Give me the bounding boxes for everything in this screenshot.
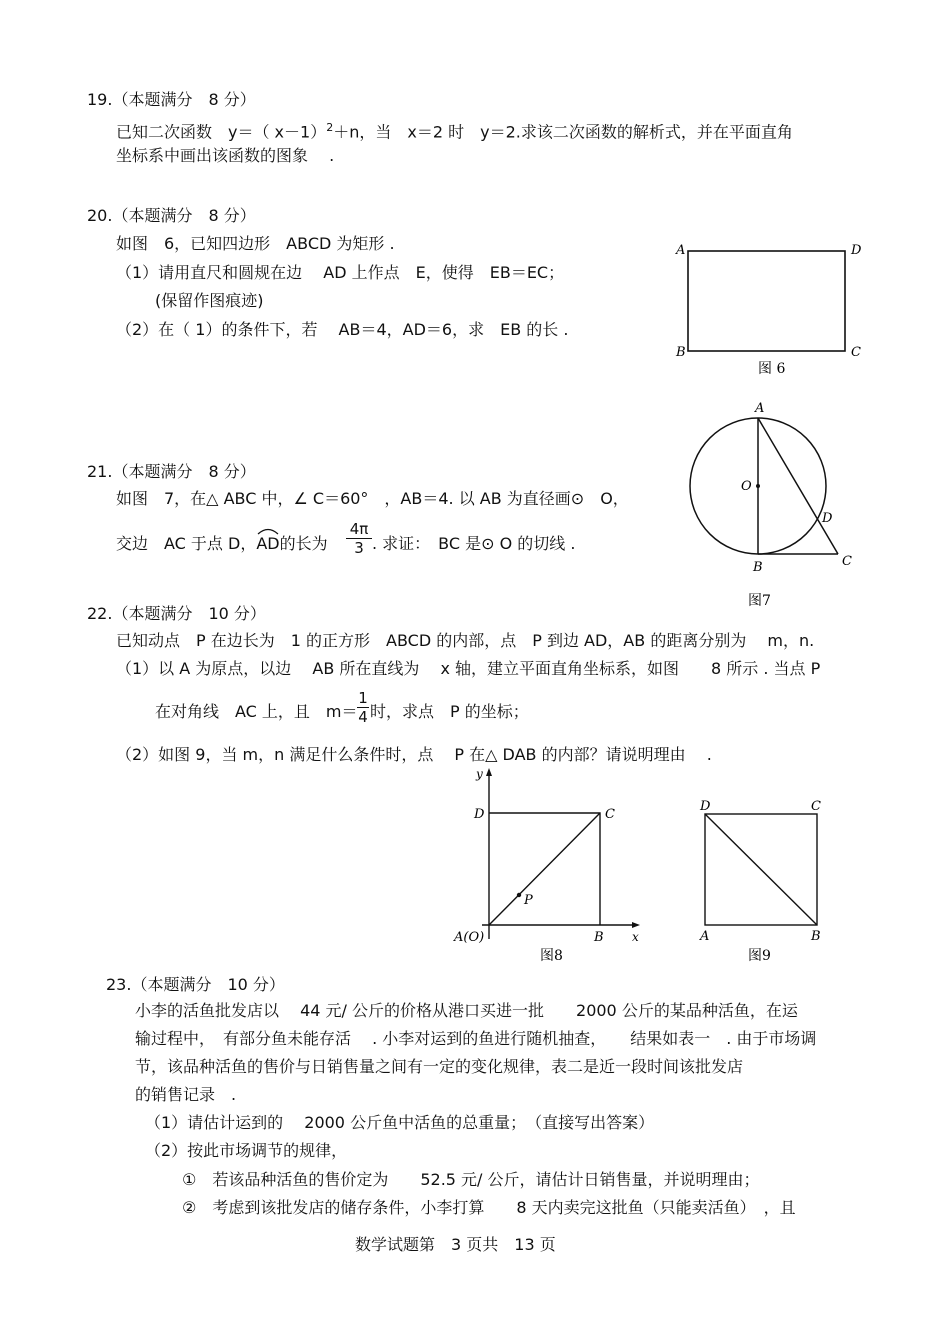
fraction-denominator: 3 xyxy=(354,539,364,557)
q19-line-1 xyxy=(116,118,793,142)
arc-ad xyxy=(256,534,279,554)
q22-line-4: （2）如图 9，当 m，n 满足什么条件时，点 P 在△ DAB 的内部？请说明理由 . xyxy=(116,745,712,764)
fig9-label-d: D xyxy=(700,799,711,814)
arc-ad-label: AD xyxy=(256,534,280,553)
fig8-label-d: D xyxy=(474,807,485,822)
fig6-label-c: C xyxy=(851,345,861,360)
page-footer: 数学试题第 3 页共 13 页 xyxy=(355,1235,556,1254)
q23-heading: 23.（本题满分 10 分） xyxy=(106,975,285,994)
q23-line-4: 的销售记录 . xyxy=(135,1085,237,1104)
fig9-label-b: B xyxy=(811,929,821,944)
q19-exponent: 2 xyxy=(326,121,334,134)
q20-heading: 20.（本题满分 8 分） xyxy=(87,206,256,225)
q20-line-3: (保留作图痕迹) xyxy=(155,291,264,310)
fraction-numerator: 4π xyxy=(349,520,369,538)
q19-line-1b: ＋n，当 x＝2 时 y＝2.求该二次函数的解析式，并在平面直角 xyxy=(333,122,793,142)
y-axis-arrow xyxy=(486,768,492,776)
center-point-o xyxy=(756,484,760,488)
q21-line-2c: . 求证： BC 是⊙ O 的切线 . xyxy=(372,534,576,553)
fig7-label-a: A xyxy=(755,401,765,416)
fraction-1-over-4 xyxy=(357,690,369,725)
q19-line-2: 坐标系中画出该函数的图象 . xyxy=(116,146,335,165)
fig8-label-b: B xyxy=(594,930,604,945)
fig8-label-ao: A(O) xyxy=(454,930,485,945)
x-axis-arrow xyxy=(632,922,640,928)
point-p xyxy=(517,893,521,897)
q20-line-2: （1）请用直尺和圆规在边 AD 上作点 E，使得 EB＝EC； xyxy=(116,263,565,282)
fig8-caption: 图8 xyxy=(540,948,563,964)
fig9-label-c: C xyxy=(811,799,821,814)
fig7-label-c: C xyxy=(842,554,852,569)
q23-line-7: ① 若该品种活鱼的售价定为 52.5 元/ 公斤，请估计日销售量，并说明理由； xyxy=(182,1170,760,1189)
rectangle-abcd xyxy=(688,251,845,351)
fig8-label-x: x xyxy=(632,930,639,944)
q22-heading: 22.（本题满分 10 分） xyxy=(87,604,266,623)
fraction-denominator: 4 xyxy=(358,708,368,726)
q19-line-1a: 已知二次函数 y＝（ x－1） xyxy=(116,122,327,142)
fig9-label-a: A xyxy=(700,929,710,944)
q21-line-2 xyxy=(116,534,328,554)
q22-line-2: （1）以 A 为原点，以边 AB 所在直线为 x 轴，建立平面直角坐标系，如图 8 所示 . 当点 P xyxy=(116,659,821,678)
fraction-4pi-over-3 xyxy=(346,521,372,556)
figure-8-coordinate-square xyxy=(452,764,652,968)
q22-line-3a: 在对角线 AC 上，且 m＝ xyxy=(155,702,358,721)
q20-line-4: （2）在（ 1）的条件下，若 AB＝4，AD＝6，求 EB 的长 . xyxy=(116,320,569,339)
fig8-label-y: y xyxy=(476,767,483,781)
q23-line-6: （2）按此市场调节的规律， xyxy=(145,1141,348,1160)
figure-7-circle xyxy=(680,396,880,616)
q23-line-1: 小李的活鱼批发店以 44 元/ 公斤的价格从港口买进一批 2000 公斤的某品种活鱼，在运 xyxy=(135,1001,798,1020)
figure-9-square xyxy=(690,790,838,968)
q22-line-3b: 时，求点 P 的坐标； xyxy=(370,702,529,721)
q21-heading: 21.（本题满分 8 分） xyxy=(87,462,256,481)
q20-line-1: 如图 6，已知四边形 ABCD 为矩形 . xyxy=(116,234,395,253)
q21-line-1: 如图 7，在△ ABC 中，∠ C＝60° ，AB＝4. 以 AB 为直径画⊙ O， xyxy=(116,489,629,508)
fig8-label-p: P xyxy=(524,893,533,908)
fig9-caption: 图9 xyxy=(748,948,771,964)
q23-line-8: ② 考虑到该批发店的储存条件，小李打算 8 天内卖完这批鱼（只能卖活鱼） ，且 xyxy=(182,1198,796,1217)
fig6-label-b: B xyxy=(676,345,686,360)
q21-line-2b: 的长为 xyxy=(279,534,328,553)
fig6-label-d: D xyxy=(851,243,862,258)
fraction-numerator: 1 xyxy=(358,689,368,707)
diagonal-db xyxy=(705,814,817,925)
fig6-caption: 图 6 xyxy=(758,361,786,377)
fig7-label-d: D xyxy=(822,511,833,526)
q21-line-2a: 交边 AC 于点 D， xyxy=(116,534,257,553)
fig8-label-c: C xyxy=(605,807,615,822)
q23-line-5: （1）请估计运到的 2000 公斤鱼中活鱼的总重量； （直接写出答案） xyxy=(145,1113,655,1132)
fig7-label-b: B xyxy=(753,560,763,575)
fig7-caption: 图7 xyxy=(748,593,771,609)
arc-symbol xyxy=(256,526,280,535)
fig6-label-a: A xyxy=(676,243,686,258)
diagonal-ac xyxy=(489,813,600,925)
q19-heading: 19.（本题满分 8 分） xyxy=(87,90,256,109)
fig7-label-o: O xyxy=(741,479,752,494)
q23-line-2: 输过程中， 有部分鱼未能存活 . 小李对运到的鱼进行随机抽查， 结果如表一 . 由于市场调 xyxy=(135,1029,817,1048)
q22-line-1: 已知动点 P 在边长为 1 的正方形 ABCD 的内部，点 P 到边 AD，AB 的距离分别为 m，n. xyxy=(116,631,815,650)
figure-6-rectangle xyxy=(668,236,868,382)
q23-line-3: 节，该品种活鱼的售价与日销售量之间有一定的变化规律，表二是近一段时间该批发店 xyxy=(135,1057,744,1076)
